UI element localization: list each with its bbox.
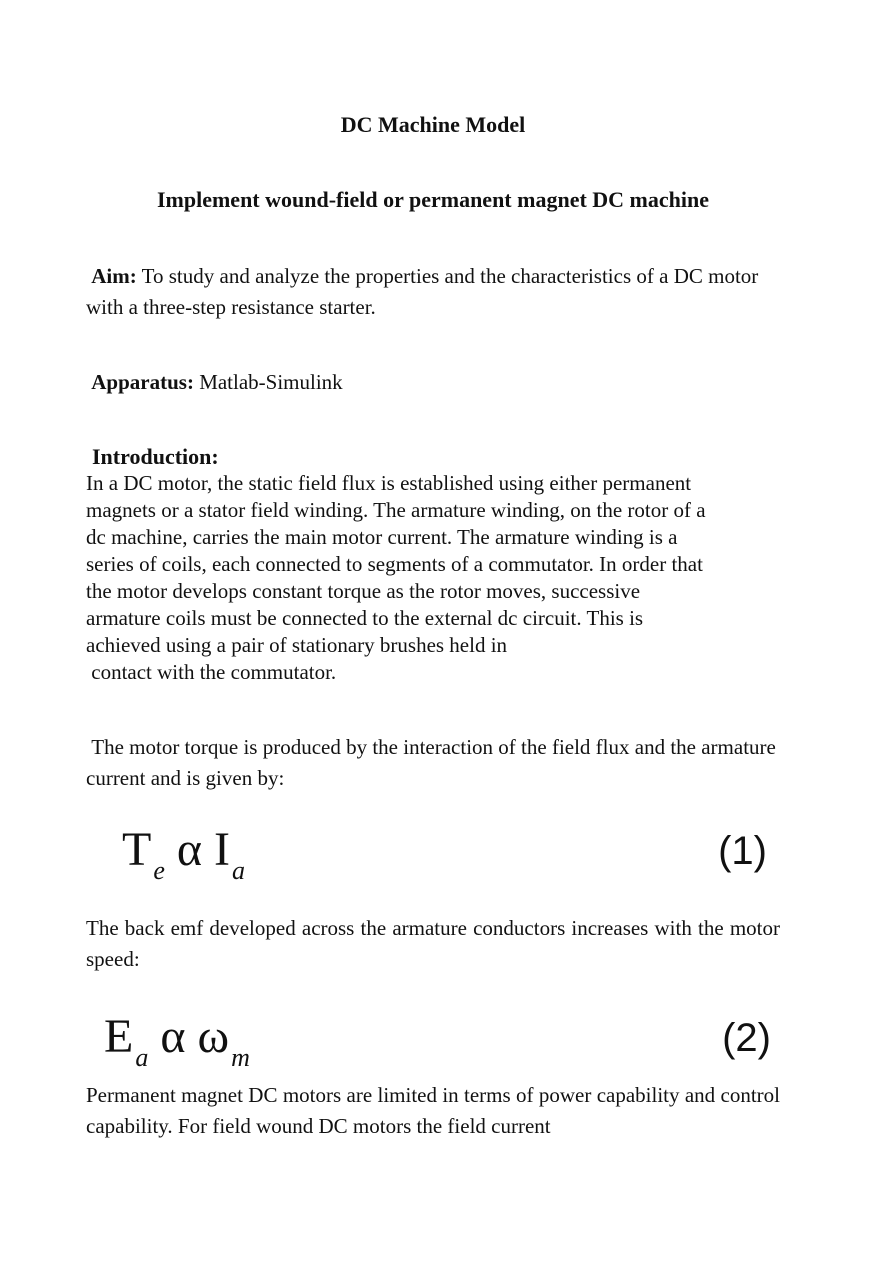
introduction-line: contact with the commutator. xyxy=(86,660,337,684)
apparatus-label: Apparatus: xyxy=(91,370,194,394)
introduction-heading: Introduction: xyxy=(92,444,219,469)
eq1-lhs: T xyxy=(122,823,152,876)
document-title: DC Machine Model xyxy=(340,112,526,137)
eq2-rhs-subscript: m xyxy=(231,1043,250,1072)
aim-label: Aim: xyxy=(91,264,137,288)
introduction-line: In a DC motor, the static field flux is established using either permanent xyxy=(86,471,692,495)
equation-1-expression xyxy=(122,820,245,901)
backemf-paragraph: The back emf developed across the armature conductors increases with the motor speed: xyxy=(86,916,780,971)
permanent-magnet-paragraph: Permanent magnet DC motors are limited in terms of power capability and control capability. For field wound DC motors the field current xyxy=(86,1083,780,1138)
introduction-line: series of coils, each connected to segments of a commutator. In order that xyxy=(86,552,703,576)
aim-text: To study and analyze the properties and the characteristics of a DC motor with a three-step resistance starter. xyxy=(86,264,759,319)
torque-paragraph-text: The motor torque is produced by the interaction of the field flux and the armature current and is given by: xyxy=(86,735,776,790)
introduction-body xyxy=(86,470,780,686)
introduction-line: armature coils must be connected to the external dc circuit. This is xyxy=(86,606,644,630)
aim-paragraph xyxy=(86,261,780,323)
eq2-lhs: E xyxy=(104,1010,134,1063)
apparatus-paragraph xyxy=(86,367,780,398)
equation-2-number: (2) xyxy=(722,1016,771,1060)
equation-1-number: (1) xyxy=(718,829,767,873)
equation-1 xyxy=(0,820,893,890)
eq2-lhs-subscript: a xyxy=(135,1043,149,1072)
introduction-line: dc machine, carries the main motor current. The armature winding is a xyxy=(86,525,678,549)
eq1-rhs: I xyxy=(214,823,231,876)
eq2-proportional-symbol: α xyxy=(160,1010,186,1063)
eq1-lhs-subscript: e xyxy=(153,856,165,885)
eq1-proportional-symbol: α xyxy=(176,823,203,876)
introduction-line: achieved using a pair of stationary brushes held in xyxy=(86,633,508,657)
apparatus-text: Matlab-Simulink xyxy=(199,370,343,394)
equation-2-expression xyxy=(104,1007,250,1088)
introduction-line: the motor develops constant torque as the rotor moves, successive xyxy=(86,579,641,603)
eq1-rhs-subscript: a xyxy=(232,856,246,885)
introduction-line: magnets or a stator field winding. The armature winding, on the rotor of a xyxy=(86,498,706,522)
equation-2 xyxy=(0,1005,893,1075)
document-subtitle: Implement wound-field or permanent magnet DC machine xyxy=(156,187,709,212)
eq2-rhs: ω xyxy=(197,1010,230,1063)
torque-paragraph xyxy=(86,732,780,794)
